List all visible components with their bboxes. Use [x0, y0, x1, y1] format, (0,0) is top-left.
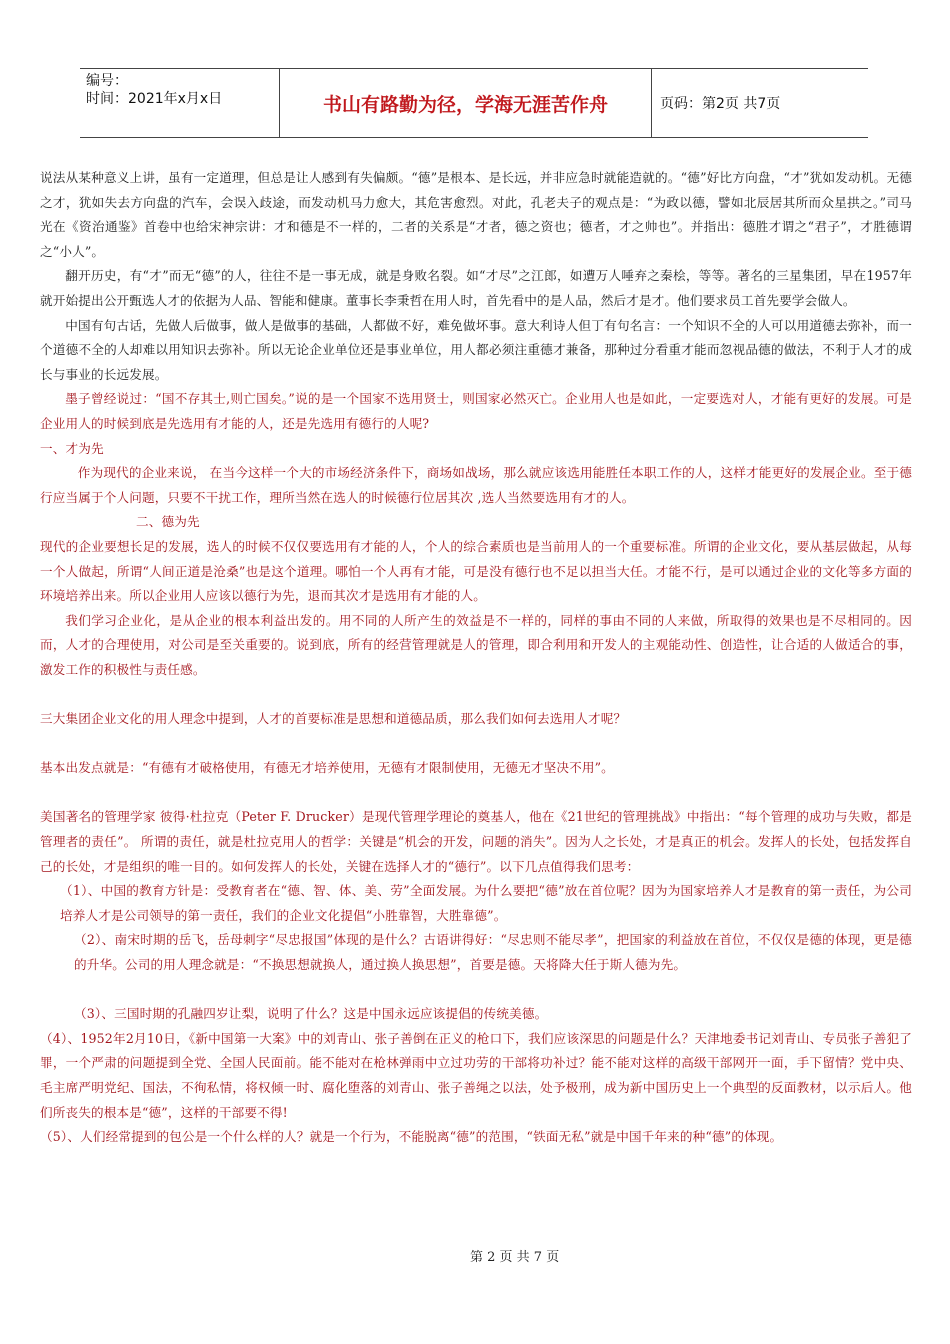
- paragraph: 基本出发点就是：“有德有才破格使用，有德无才培养使用，无德有才限制使用，无德无才坚决不用”。: [40, 760, 614, 776]
- spacer: [40, 781, 912, 806]
- spacer: [40, 732, 912, 757]
- document-body: [40, 166, 912, 1150]
- number-label: 编号：: [86, 73, 128, 89]
- spacer: [40, 978, 912, 1003]
- header-table: [80, 68, 868, 138]
- page-footer: 第 2 页 共 7 页: [470, 1250, 560, 1265]
- paragraph: 墨子曾经说过：“国不存其士,则亡国矣。”说的是一个国家不选用贤士，则国家必然灭亡。企业用人也是如此，一定要选对人，才能有更好的发展。可是企业用人的时候到底是先选用有才能的人，还是先选用有德行的人呢?: [40, 391, 912, 431]
- paragraph: 说法从某种意义上讲，虽有一定道理，但总是让人感到有失偏颇。“德”是根本、是长远，并非应急时就能造就的。“德”好比方向盘，“才”犹如发动机。无德之才，犹如失去方向盘的汽车，会误入歧途，而发动机马力愈大，其危害愈烈。对此，孔老夫子的观点是：“为政以德，譬如北辰居其所而众星拱之。”司马光在《资治通鉴》首卷中也给宋神宗讲：才和德是不一样的，二者的关系是“才者，德之资也；德者，才之帅也”。并指出：德胜才谓之“君子”，才胜德谓之“小人”。: [40, 170, 912, 259]
- section-heading: 二、德为先: [136, 514, 200, 530]
- paragraph: 中国有句古话，先做人后做事，做人是做事的基础，人都做不好，难免做坏事。意大利诗人但丁有句名言：一个知识不全的人可以用道德去弥补，而一个道德不全的人却难以用知识去弥补。所以无论企业单位还是事业单位，用人都必须注重德才兼备，那种过分看重才能而忽视品德的做法，不利于人才的成长与事业的长远发展。: [40, 317, 912, 382]
- list-item: （5）、人们经常提到的包公是一个什么样的人？就是一个行为，不能脱离“德”的范围，“铁面无私”就是中国千年来的种“德”的体现。: [40, 1129, 783, 1145]
- header-meta: [80, 69, 280, 137]
- header-motto: 书山有路勤为径，学海无涯苦作舟: [280, 69, 652, 137]
- list-item: （2）、南宋时期的岳飞，岳母刺字“尽忠报国”体现的是什么？古语讲得好：“尽忠则不能尽孝”，把国家的利益放在首位，不仅仅是德的体现，更是德的升华。公司的用人理念就是：“不换思想就换人，通过换人换思想”，首要是德。天将降大任于斯人德为先。: [74, 932, 912, 972]
- paragraph: 我们学习企业化，是从企业的根本利益出发的。用不同的人所产生的效益是不一样的，同样的事由不同的人来做，所取得的效果也是不尽相同的。因而，人才的合理使用，对公司是至关重要的。说到底，所有的经营管理就是人的管理，即合利用和开发人的主观能动性、创造性，让合适的人做适合的事，激发工作的积极性与责任感。: [40, 612, 912, 677]
- paragraph: 美国著名的管理学家 彼得·杜拉克（Peter F. Drucker）是现代管理学理论的奠基人，他在《21世纪的管理挑战》中指出：“每个管理的成功与失败，都是管理者的责任”。 所谓的责任，就是杜拉克用人的哲学：关键是“机会的开发，问题的消失”。因为人之长处，才是真正的机会。发挥人的长处，包括发挥自己的长处，才是组织的唯一目的。如何发挥人的长处，关键在选择人才的“德行”。以下几点值得我们思考：: [40, 809, 912, 874]
- paragraph: 现代的企业要想长足的发展，选人的时候不仅仅要选用有才能的人，个人的综合素质也是当前用人的一个重要标准。所谓的企业文化，要从基层做起，从每一个人做起，所谓“人间正道是沧桑”也是这个道理。哪怕一个人再有才能，可是没有德行也不足以担当大任。才能不行，是可以通过企业的文化等多方面的环境培养出来。所以企业用人应该以德行为先，退而其次才是选用有才能的人。: [40, 538, 912, 604]
- header-page-code: 页码：第2页 共7页: [660, 96, 781, 112]
- paragraph: 翻开历史，有“才”而无“德”的人，往往不是一事无成，就是身败名裂。如“才尽”之江郎，如遭万人唾弃之秦桧，等等。著名的三星集团，早在1957年就开始提出公开甄选人才的依据为人品、智能和健康。董事长李秉哲在用人时，首先看中的是人品，然后才是才。他们要求员工首先要学会做人。: [40, 268, 912, 308]
- list-item: （3）、三国时期的孔融四岁让梨，说明了什么？这是中国永远应该提倡的传统美德。: [74, 1006, 548, 1022]
- time-label: 时间：2021年x月x日: [86, 91, 223, 107]
- list-item: （1）、中国的教育方针是：受教育者在“德、智、体、美、劳”全面发展。为什么要把“德”放在首位呢？因为为国家培养人才是教育的第一责任，为公司培养人才是公司领导的第一责任，我们的企业文化提倡“小胜靠智，大胜靠德”。: [60, 883, 912, 923]
- list-item: （4）、1952年2月10日，《新中国第一大案》中的刘青山、张子善倒在正义的枪口下，我们应该深思的问题是什么？天津地委书记刘青山、专员张子善犯了罪，一个严肃的问题提到全党、全国人民面前。能不能对在枪林弹雨中立过功劳的干部将功补过？能不能对这样的高级干部网开一面，手下留情？党中央、毛主席严明党纪、国法，不徇私情，将权倾一时、腐化堕落的刘青山、张子善绳之以法，处予极刑，成为新中国历史上一个典型的反面教材，以示后人。他们所丧失的根本是“德”，这样的干部要不得!: [40, 1030, 912, 1120]
- spacer: [40, 682, 912, 707]
- section-heading: 一、才为先: [40, 440, 104, 456]
- paragraph: 三大集团企业文化的用人理念中提到，人才的首要标准是思想和道德品质，那么我们如何去选用人才呢？: [40, 711, 627, 727]
- paragraph: 作为现代的企业来说， 在当今这样一个大的市场经济条件下，商场如战场，那么就应该选用能胜任本职工作的人，这样才能更好的发展企业。至于德行应当属于个人问题，只要不干扰工作，理所当然在选人的时候德行位居其次 ,选人当然要选用有才的人。: [40, 465, 912, 505]
